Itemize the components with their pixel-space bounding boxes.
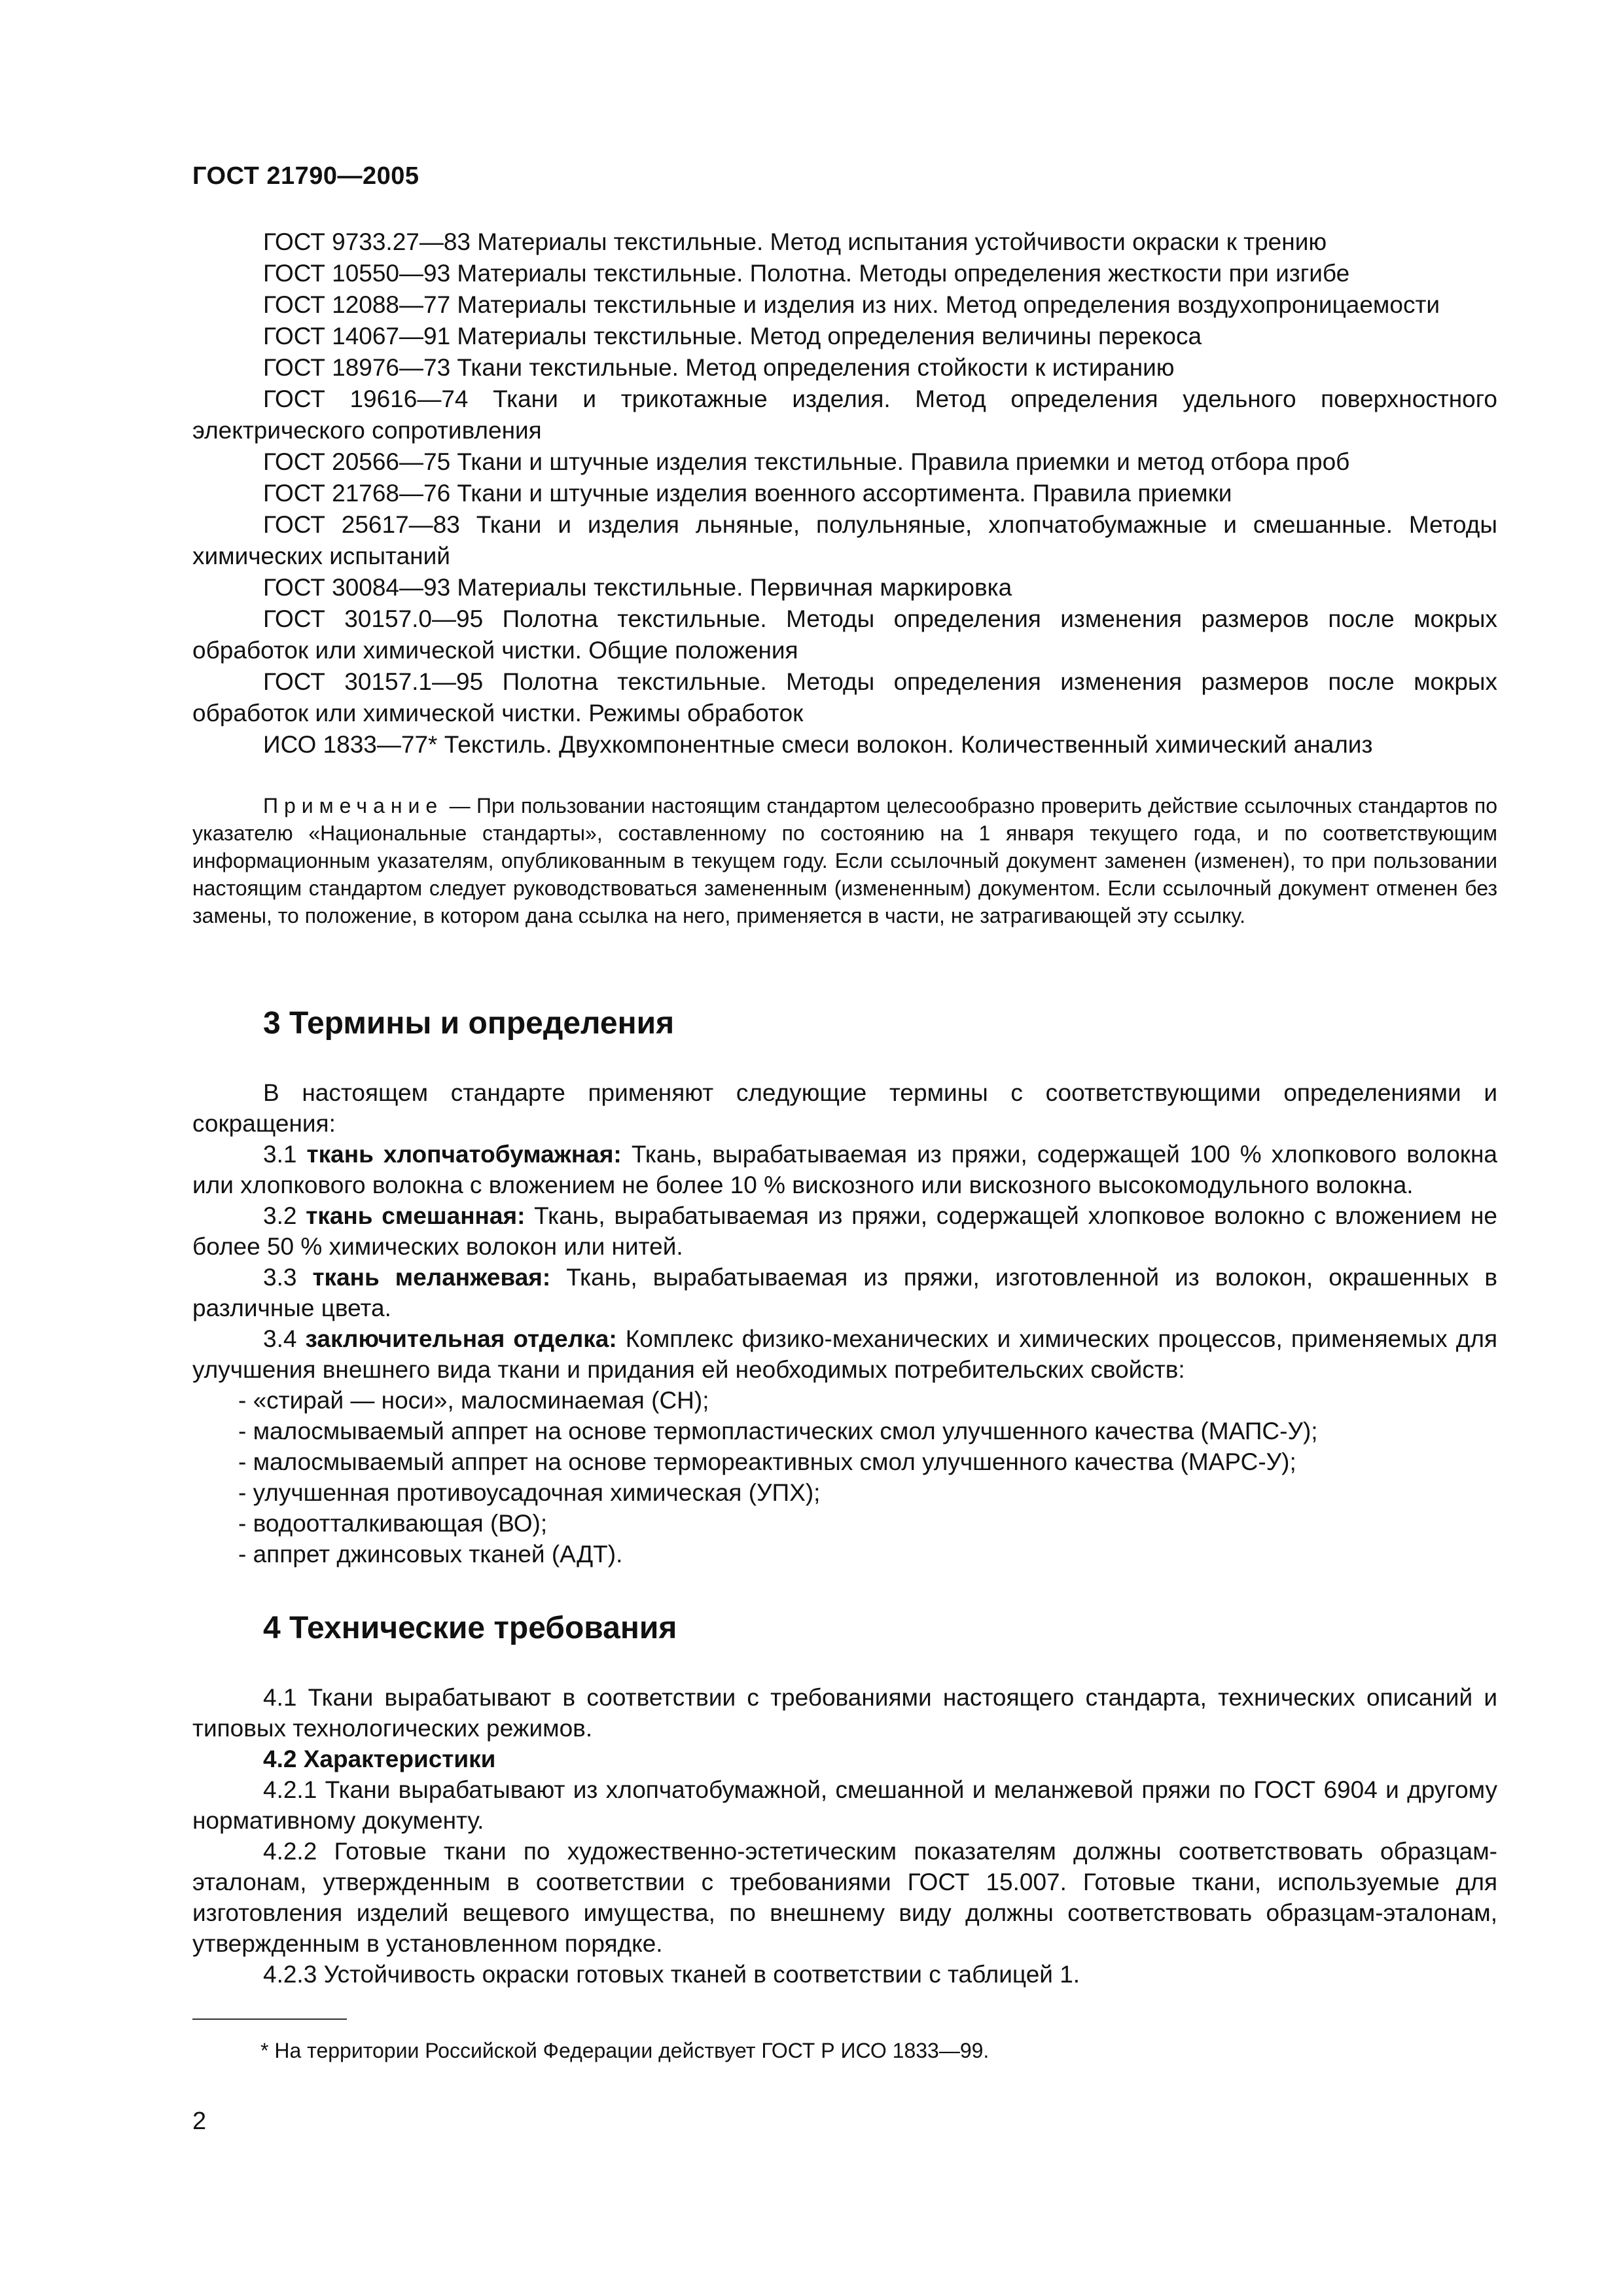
paragraph-4-2-1: 4.2.1 Ткани вырабатывают из хлопчатобумажной, смешанной и меланжевой пряжи по ГОСТ 6904 и другому нормативному документу. (192, 1776, 1497, 1834)
list-item: - аппрет джинсовых тканей (АДТ). (192, 1539, 1497, 1570)
reference-item: ГОСТ 30157.1—95 Полотна текстильные. Методы определения изменения размеров после мокрых обработок или химической чистки. Режимы обработок (192, 668, 1497, 726)
note-text: — При пользовании настоящим стандартом целесообразно проверить действие ссылочных стандартов по указателю «Национальные стандарты», составленному по состоянию на 1 января текущего года, и по соответствующим информационным указателям, опубликованным в текущем году. Если ссылочный документ заменен (изменен), то при пользовании настоящим стандартом следует руководствоваться замененным (измененным) документом. Если ссылочный документ отменен без замены, то положение, в котором дана ссылка на него, применяется в части, не затрагивающей эту ссылку. (192, 794, 1497, 927)
document-header: ГОСТ 21790—2005 (192, 162, 419, 190)
list-item: - улучшенная противоусадочная химическая (УПХ); (192, 1477, 1497, 1508)
term-name: ткань смешанная: (306, 1202, 526, 1229)
term-number: 3.2 (263, 1202, 297, 1229)
section-4-body (192, 1682, 1497, 1990)
note-block (192, 792, 1497, 929)
term-name: ткань меланжевая: (312, 1264, 551, 1291)
term-text: Ткань, вырабатываемая из пряжи, изготовленной из волокон, окрашенных в различные цвета. (192, 1264, 1497, 1321)
paragraph-4-1: 4.1 Ткани вырабатывают в соответствии с требованиями настоящего стандарта, технических описаний и типовых технологических режимов. (192, 1684, 1497, 1742)
reference-item: ГОСТ 19616—74 Ткани и трикотажные изделия. Метод определения удельного поверхностного электрического сопротивления (192, 386, 1497, 444)
term-number: 3.3 (263, 1264, 297, 1291)
reference-item: ГОСТ 25617—83 Ткани и изделия льняные, полульняные, хлопчатобумажные и смешанные. Методы химических испытаний (192, 511, 1497, 569)
term-definition (192, 1139, 1497, 1200)
reference-item: ГОСТ 30157.0—95 Полотна текстильные. Методы определения изменения размеров после мокрых обработок или химической чистки. Общие положения (192, 605, 1497, 664)
term-text: Ткань, вырабатываемая из пряжи, содержащей хлопковое волокно с вложением не более 50 % химических волокон или нитей. (192, 1202, 1498, 1260)
reference-item: ГОСТ 21768—76 Ткани и штучные изделия военного ассортимента. Правила приемки (263, 480, 1232, 507)
reference-item: ГОСТ 10550—93 Материалы текстильные. Полотна. Методы определения жесткости при изгибе (263, 260, 1350, 287)
term-name: заключительная отделка: (305, 1325, 617, 1352)
subsection-4-2-heading: 4.2 Характеристики (263, 1746, 496, 1772)
list-item: - водоотталкивающая (ВО); (192, 1508, 1497, 1539)
finishing-types-list (192, 1385, 1497, 1570)
term-number: 3.1 (263, 1141, 297, 1168)
list-item: - малосмываемый аппрет на основе термопластических смол улучшенного качества (МАПС-У); (192, 1416, 1497, 1446)
footnote: * На территории Российской Федерации действует ГОСТ Р ИСО 1833—99. (260, 2039, 990, 2062)
reference-item: ГОСТ 20566—75 Ткани и штучные изделия текстильные. Правила приемки и метод отбора проб (263, 448, 1350, 475)
term-name: ткань хлопчатобумажная: (306, 1141, 622, 1168)
reference-item: ИСО 1833—77* Текстиль. Двухкомпонентные смеси волокон. Количественный химический анализ (263, 731, 1373, 758)
section-3-heading: 3 Термины и определения (263, 1006, 675, 1041)
term-definition (192, 1262, 1497, 1323)
list-item: - малосмываемый аппрет на основе термореактивных смол улучшенного качества (МАРС-У); (192, 1446, 1497, 1477)
term-number: 3.4 (263, 1325, 297, 1352)
paragraph-4-2-3: 4.2.3 Устойчивость окраски готовых тканей в соответствии с таблицей 1. (263, 1961, 1080, 1988)
reference-item: ГОСТ 12088—77 Материалы текстильные и изделия из них. Метод определения воздухопроницаемости (263, 291, 1440, 318)
term-definition (192, 1323, 1497, 1385)
reference-item: ГОСТ 9733.27—83 Материалы текстильные. Метод испытания устойчивости окраски к трению (263, 228, 1327, 255)
note-paragraph (192, 792, 1497, 929)
term-text: Ткань, вырабатываемая из пряжи, содержащей 100 % хлопкового волокна или хлопкового волокна с вложением не более 10 % вискозного или вискозного высокомодульного волокна. (192, 1141, 1497, 1198)
section-4-heading: 4 Технические требования (263, 1611, 677, 1645)
footnote-divider (192, 2018, 347, 2020)
paragraph-4-2-2: 4.2.2 Готовые ткани по художественно-эстетическим показателям должны соответствовать образцам-эталонам, утвержденным в соответствии с требованиями ГОСТ 15.007. Готовые ткани, используемые для изготовления изделий вещевого имущества, по внешнему виду должны соответствовать образцам-эталонам, утвержденным в установленном порядке. (192, 1838, 1497, 1957)
note-label: Примечание (263, 794, 444, 817)
section-3-body (192, 1077, 1497, 1570)
reference-item: ГОСТ 18976—73 Ткани текстильные. Метод определения стойкости к истиранию (263, 354, 1175, 381)
term-definition (192, 1200, 1497, 1262)
section-3-intro: В настоящем стандарте применяют следующие термины с соответствующими определениями и сокращения: (192, 1079, 1497, 1137)
normative-references (192, 226, 1497, 761)
reference-item: ГОСТ 14067—91 Материалы текстильные. Метод определения величины перекоса (263, 323, 1202, 350)
list-item: - «стирай — носи», малосминаемая (СН); (192, 1385, 1497, 1416)
reference-item: ГОСТ 30084—93 Материалы текстильные. Первичная маркировка (263, 574, 1012, 601)
page-number: 2 (192, 2108, 207, 2135)
term-text: Комплекс физико-механических и химических процессов, применяемых для улучшения внешнего вида ткани и придания ей необходимых потребительских свойств: (192, 1325, 1497, 1383)
